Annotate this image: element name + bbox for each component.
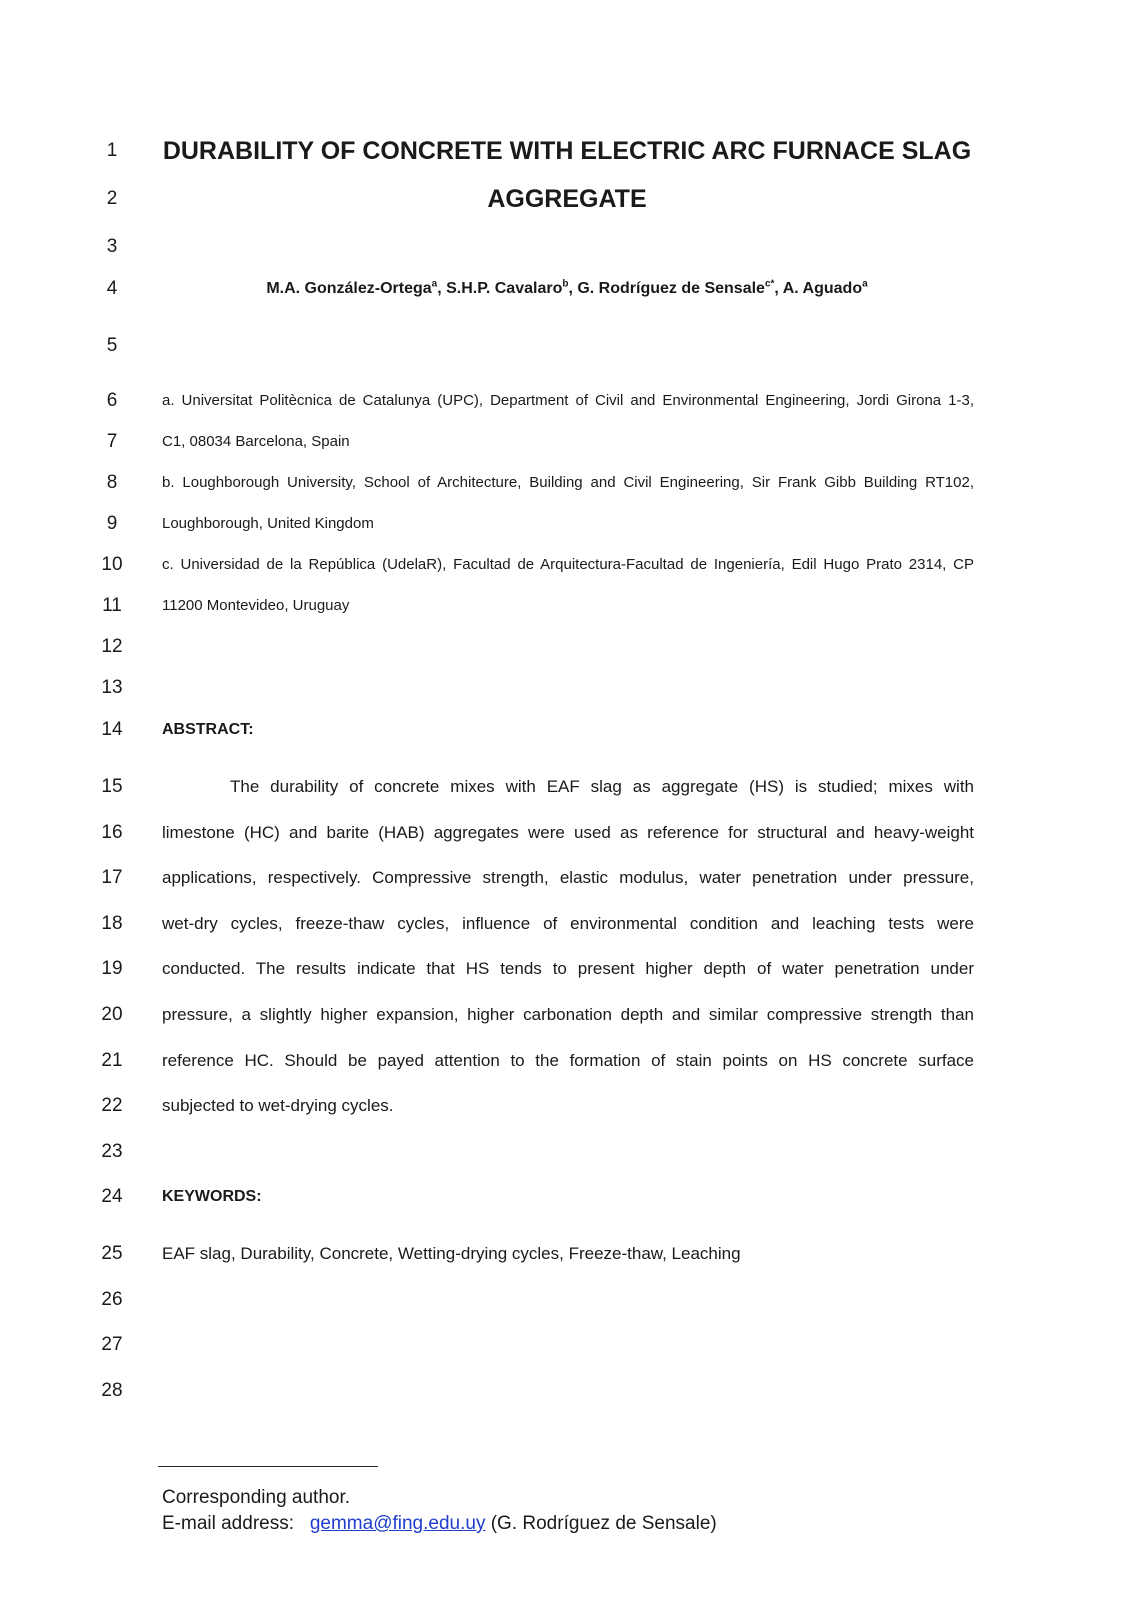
line-number: 19 [101, 958, 123, 979]
email-label: E-mail address: [162, 1513, 294, 1534]
line-number: 11 [102, 595, 122, 616]
author-affiliation-mark: b [562, 278, 569, 290]
paper-title-line-2: AGGREGATE [487, 185, 647, 213]
line-number: 21 [101, 1050, 123, 1071]
line-number: 2 [106, 188, 118, 209]
affiliation-line: b. Loughborough University, School of Architecture, Building and Civil Engineering, Sir Frank Gibb Building RT102, [162, 474, 974, 491]
line-number: 17 [101, 867, 123, 888]
abstract-line: limestone (HC) and barite (HAB) aggregates were used as reference for structural and heavy-weight [162, 823, 974, 842]
line-number: 7 [106, 431, 118, 452]
line-number: 20 [101, 1004, 123, 1025]
author-affiliation-mark: a [431, 278, 438, 290]
line-number: 18 [101, 913, 123, 934]
line-number: 9 [106, 513, 118, 534]
abstract-heading: ABSTRACT: [162, 721, 254, 738]
line-number: 6 [106, 390, 118, 411]
line-number: 28 [101, 1380, 123, 1401]
affiliation-line: a. Universitat Politècnica de Catalunya (UPC), Department of Civil and Environmental Engineering, Jordi Girona 1-3, [162, 392, 974, 409]
author-name: G. Rodríguez de Sensale [577, 280, 765, 297]
author-separator: , [774, 280, 783, 297]
line-number: 26 [101, 1289, 123, 1310]
footnote-corresponding-author: Corresponding author. [162, 1487, 351, 1508]
author-affiliation-mark: a [862, 278, 868, 290]
footnote-email-line [162, 1512, 717, 1536]
line-number: 12 [101, 636, 123, 657]
abstract-line: subjected to wet-drying cycles. [162, 1096, 394, 1115]
email-link[interactable]: gemma@fing.edu.uy [309, 1513, 486, 1534]
abstract-line: wet-dry cycles, freeze-thaw cycles, influence of environmental condition and leaching tests were [162, 914, 974, 933]
author-separator: , [568, 280, 578, 297]
line-number: 25 [101, 1243, 123, 1264]
line-number: 15 [101, 776, 123, 797]
author-name: S.H.P. Cavalaro [446, 280, 563, 297]
author-name: A. Aguado [782, 280, 863, 297]
line-number: 8 [106, 472, 118, 493]
author-separator: , [437, 280, 447, 297]
line-number: 1 [106, 140, 118, 161]
line-number: 22 [101, 1095, 123, 1116]
abstract-line: pressure, a slightly higher expansion, higher carbonation depth and similar compressive strength than [162, 1005, 974, 1024]
author-list [160, 278, 974, 300]
affiliation-line: 11200 Montevideo, Uruguay [162, 597, 350, 614]
line-number: 4 [106, 278, 118, 299]
abstract-line: conducted. The results indicate that HS tends to present higher depth of water penetration under [162, 959, 974, 978]
affiliation-line: C1, 08034 Barcelona, Spain [162, 433, 350, 450]
affiliation-line: Loughborough, United Kingdom [162, 515, 374, 532]
abstract-line: applications, respectively. Compressive strength, elastic modulus, water penetration under pressure, [162, 868, 974, 887]
paper-title-line-1: DURABILITY OF CONCRETE WITH ELECTRIC ARC FURNACE SLAG [162, 137, 972, 165]
keywords-text: EAF slag, Durability, Concrete, Wetting-drying cycles, Freeze-thaw, Leaching [162, 1244, 741, 1263]
keywords-heading: KEYWORDS: [162, 1188, 262, 1205]
email-owner: (G. Rodríguez de Sensale) [490, 1513, 717, 1534]
author-name: M.A. González-Ortega [266, 280, 432, 297]
abstract-line: The durability of concrete mixes with EAF slag as aggregate (HS) is studied; mixes with [230, 777, 974, 796]
line-number: 10 [101, 554, 123, 575]
line-number: 14 [101, 719, 123, 740]
line-number: 16 [101, 822, 123, 843]
line-number: 5 [106, 335, 118, 356]
line-number: 13 [101, 677, 123, 698]
line-number: 23 [101, 1141, 123, 1162]
line-number: 27 [101, 1334, 123, 1355]
affiliation-line: c. Universidad de la República (UdelaR), Facultad de Arquitectura-Facultad de Ingeniería, Edil Hugo Prato 2314, CP [162, 556, 974, 573]
line-number: 24 [101, 1186, 123, 1207]
line-number: 3 [106, 236, 118, 257]
abstract-line: reference HC. Should be payed attention to the formation of stain points on HS concrete surface [162, 1051, 974, 1070]
author-affiliation-mark: c* [764, 278, 775, 290]
footnote-divider [158, 1466, 378, 1467]
